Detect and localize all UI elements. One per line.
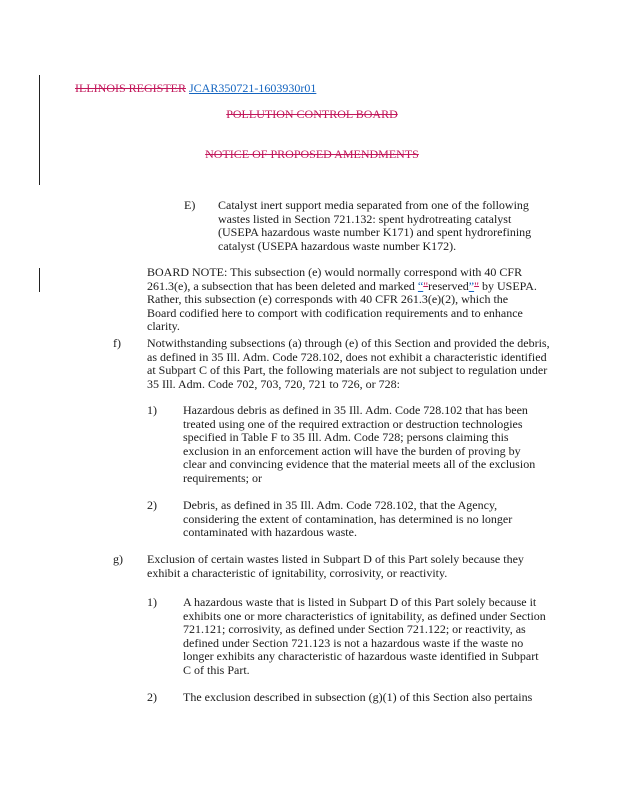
item-g-1-label: 1): [147, 595, 157, 609]
item-g-label: g): [113, 552, 123, 566]
quote-deleted-close: ": [474, 278, 480, 293]
item-f-2-label: 2): [147, 498, 157, 512]
quote-inserted-close: ”: [468, 278, 475, 293]
board-note-before: BOARD NOTE: This subsection (e) would normally correspond with 40 CFR 261.3(e), a subsection that has been deleted and marked: [147, 265, 523, 293]
item-f-label: f): [113, 336, 121, 350]
board-title: POLLUTION CONTROL BOARD: [226, 107, 398, 121]
quote-inserted-open: “: [417, 278, 424, 293]
board-note: [147, 266, 537, 334]
item-f-1-label: 1): [147, 403, 157, 417]
item-f-text: Notwithstanding subsections (a) through (e) of this Section and provided the debris, as defined in 35 Ill. Adm. Code 728.102, does not exhibit a characteristic identified at Subpart C of this Part, the following materials are not subject to regulation under 35 Ill. Adm. Code 702, 703, 720, 721 to 726, or 728:: [147, 336, 550, 391]
item-g-2-text: The exclusion described in subsection (g)(1) of this Section also pertains: [183, 690, 533, 704]
board-note-after: by USEPA. Rather, this subsection (e) corresponds with 40 CFR 261.3(e)(2), which the Board codified here to comport with codification requirements and to enhance clarity.: [147, 278, 537, 333]
item-f-1-text: Hazardous debris as defined in 35 Ill. Adm. Code 728.102 that has been treated using one of the required extraction or destruction technologies specified in Table F to 35 Ill. Adm. Code 728; persons claiming this exclusion in an enforcement action will have the burden of proving by clear and convincing evidence that the material meets all of the exclusion requirements; or: [183, 403, 536, 485]
quote-deleted-open: ": [423, 278, 429, 293]
item-g-text: Exclusion of certain wastes listed in Subpart D of this Part solely because they exhibit a characteristic of ignitability, corrosivity, or reactivity.: [147, 552, 524, 580]
change-bar: [39, 268, 40, 292]
reserved-word: reserved: [428, 278, 469, 293]
register-struck-text: ILLINOIS REGISTER: [75, 81, 186, 95]
register-header: [75, 81, 316, 96]
item-g-1-text: A hazardous waste that is listed in Subpart D of this Part solely because it exhibits one or more characteristics of ignitability, as defined under Section 721.121; corrosivity, as defined under Section 721.122; or reactivity, as defined under Section 721.123 is not a hazardous waste if the waste no longer exhibits any characteristic of hazardous waste identified in Subpart C of this Part.: [183, 595, 546, 677]
notice-title: NOTICE OF PROPOSED AMENDMENTS: [205, 147, 419, 161]
register-inserted-text: JCAR350721-1603930r01: [189, 81, 317, 95]
item-f-2-text: Debris, as defined in 35 Ill. Adm. Code 728.102, that the Agency, considering the extent of contamination, has determined is no longer contaminated with hazardous waste.: [183, 498, 513, 539]
item-e-text: Catalyst inert support media separated from one of the following wastes listed in Section 721.132: spent hydrotreating catalyst (USEPA hazardous waste number K171) and spent hydrorefining catalyst (USEPA hazardous waste number K172).: [218, 198, 532, 253]
item-e-label: E): [184, 198, 196, 212]
item-g-2-label: 2): [147, 690, 157, 704]
change-bar: [39, 75, 40, 185]
